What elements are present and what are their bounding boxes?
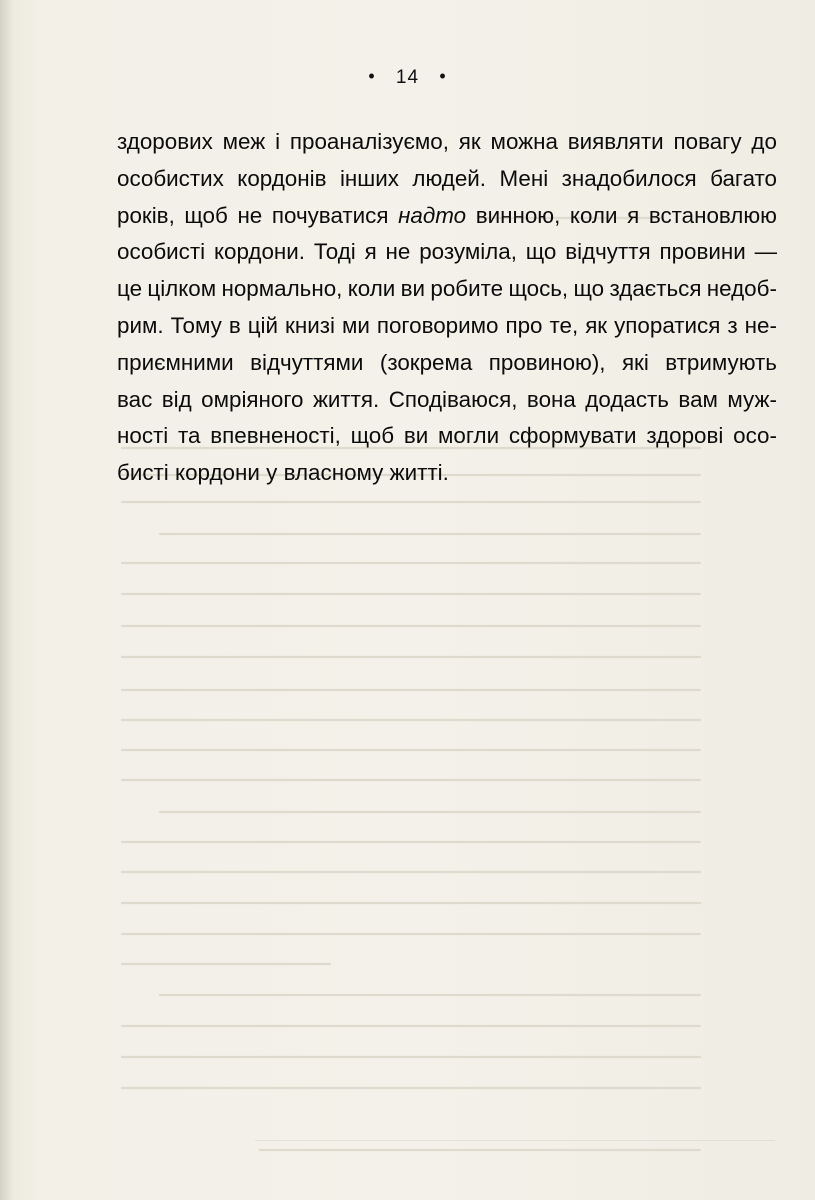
word: ви: [403, 423, 429, 449]
text-line: [117, 345, 777, 382]
word: та: [178, 423, 201, 449]
word: кордонів: [237, 165, 327, 191]
word: інших: [339, 165, 399, 191]
word: щоб: [350, 423, 395, 449]
word: кордони: [175, 460, 260, 486]
text-line: [117, 161, 777, 198]
word: цій: [247, 312, 279, 338]
word: здається: [609, 276, 702, 302]
word: додасть: [585, 386, 669, 412]
word: впевненості,: [210, 423, 341, 449]
word: муж-: [727, 386, 777, 412]
word: здорових: [117, 129, 213, 154]
word: що: [525, 239, 557, 265]
word: меж: [222, 129, 266, 154]
body-paragraph: [117, 124, 777, 492]
text-line: [117, 271, 777, 308]
word: вас: [117, 386, 153, 412]
page-header: [0, 66, 815, 89]
word: про: [505, 312, 543, 338]
word: осо-: [733, 423, 777, 449]
word: те,: [549, 312, 579, 338]
word: не: [237, 202, 263, 228]
text-line: [117, 124, 777, 161]
page-number: 14: [395, 67, 420, 88]
word: винною,: [475, 202, 561, 228]
word: Сподіваюся,: [388, 386, 518, 412]
word: щоб: [184, 202, 228, 228]
word: могли: [437, 423, 500, 449]
word: особистих: [117, 165, 224, 191]
word: робите: [430, 276, 504, 302]
word: коли: [569, 202, 618, 228]
word: рим.: [117, 312, 164, 338]
word: ми: [341, 312, 370, 338]
text-line: [117, 382, 777, 419]
word: Тому: [170, 312, 222, 338]
word: життя.: [312, 386, 380, 412]
word: встановлюю: [648, 202, 777, 228]
word: (зокрема: [379, 349, 473, 375]
word: власному: [283, 460, 384, 486]
word: поговоримо: [376, 312, 499, 338]
word: можна: [490, 129, 558, 154]
word: не: [385, 239, 411, 265]
word: щось,: [508, 276, 569, 302]
page-number-bullet-right: •: [439, 66, 447, 86]
word: кордони.: [213, 239, 305, 265]
text-line: [117, 418, 777, 455]
word: вона: [526, 386, 576, 412]
word: бисті: [117, 460, 169, 486]
word: провиною),: [488, 349, 606, 375]
word: від: [161, 386, 192, 412]
word: особисті: [117, 239, 206, 265]
word: у: [266, 460, 278, 486]
word: людей.: [412, 165, 487, 191]
text-line: [117, 234, 777, 271]
word: житті.: [389, 460, 449, 486]
text-line: [117, 308, 777, 345]
word: в: [228, 312, 241, 338]
word: це: [117, 276, 143, 302]
word: здорові: [646, 423, 724, 449]
word: ності: [117, 423, 169, 449]
text-line: [117, 455, 777, 492]
word: і: [275, 129, 281, 154]
word: недоб-: [706, 276, 777, 302]
word: приємними: [117, 349, 234, 375]
text-line: [117, 198, 777, 235]
word: книзі: [285, 312, 335, 338]
word: я: [627, 202, 640, 228]
word: Мені: [499, 165, 549, 191]
word: цілком: [147, 276, 217, 302]
word: коли: [347, 276, 396, 302]
word: нормально,: [221, 276, 343, 302]
word: повагу: [673, 129, 742, 154]
word: провини: [659, 239, 746, 265]
word: Тоді: [313, 239, 356, 265]
binding-shadow: [0, 0, 14, 1200]
word: відчуття: [565, 239, 651, 265]
word: вам: [678, 386, 718, 412]
word: як: [458, 129, 481, 154]
word: що: [573, 276, 605, 302]
word: виявляти: [567, 129, 664, 154]
word: як: [585, 312, 608, 338]
word: —: [754, 239, 777, 265]
word: надто: [398, 202, 467, 228]
word: багато: [710, 165, 777, 191]
word: розуміла,: [419, 239, 517, 265]
word: втримують: [665, 349, 777, 375]
word: проаналізуємо,: [289, 129, 449, 154]
word: почуватися: [271, 202, 389, 228]
word: відчуттями: [250, 349, 364, 375]
word: які: [621, 349, 649, 375]
word: з: [727, 312, 738, 338]
word: омріяного: [201, 386, 304, 412]
word: років,: [117, 202, 175, 228]
page-number-bullet-left: •: [368, 66, 376, 86]
word: знадобилося: [561, 165, 697, 191]
word: упоратися: [614, 312, 721, 338]
faint-footnote-rule: [255, 1140, 775, 1141]
word: не-: [744, 312, 777, 338]
word: ви: [400, 276, 426, 302]
word: я: [364, 239, 377, 265]
word: сформувати: [508, 423, 637, 449]
word: до: [751, 129, 777, 154]
